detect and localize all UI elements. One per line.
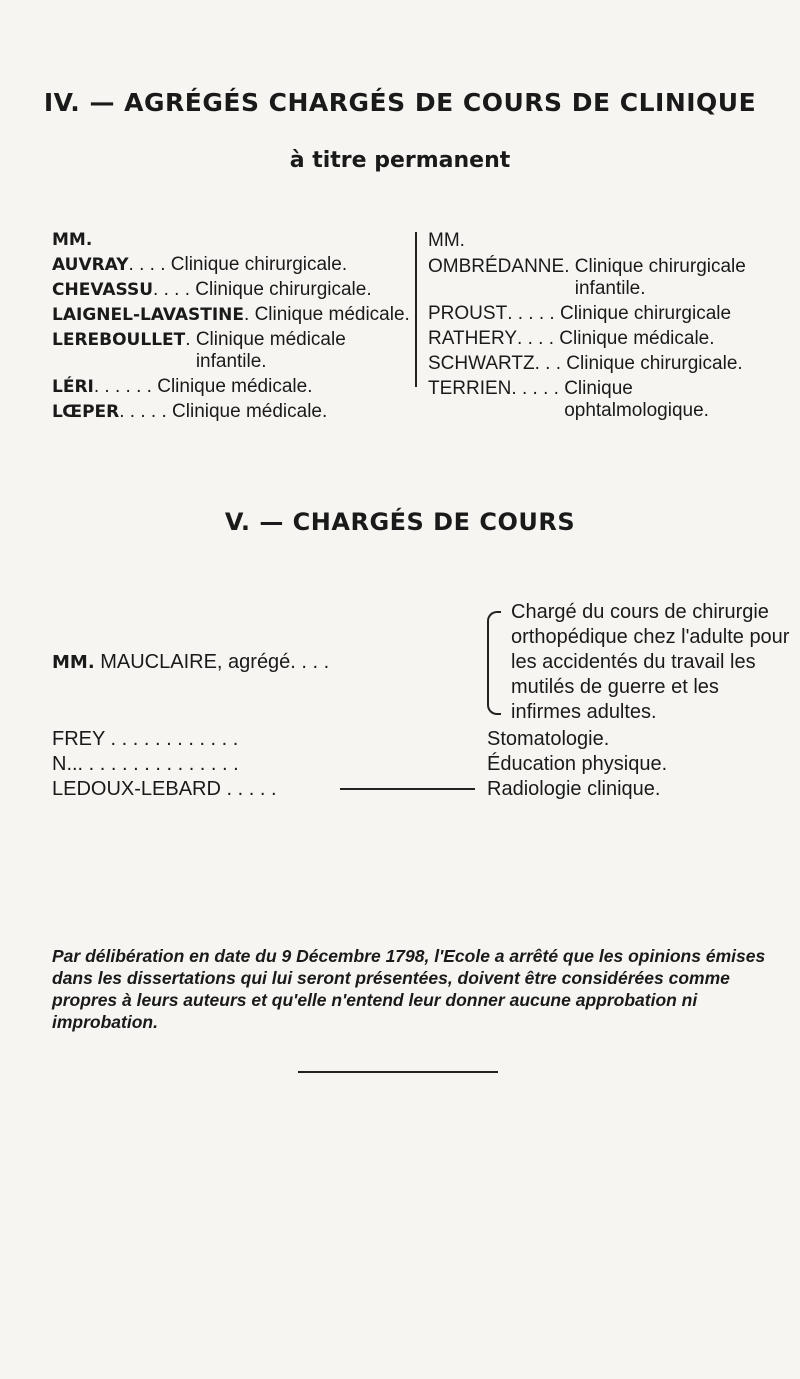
leader-dots: . . . . bbox=[128, 254, 171, 275]
list-item bbox=[428, 328, 778, 350]
list-item bbox=[52, 304, 412, 326]
divider-rule bbox=[340, 788, 475, 790]
member-name: LAIGNEL-LAVASTINE bbox=[52, 305, 244, 325]
member-role: Clinique médicale infantile. bbox=[195, 329, 346, 372]
member-role: Stomatologie. bbox=[487, 728, 610, 750]
member-role: Éducation physique. bbox=[487, 753, 668, 775]
list-item bbox=[52, 752, 792, 777]
list-item bbox=[52, 376, 412, 398]
right-column bbox=[428, 230, 778, 425]
member-name: MAUCLAIRE, agrégé. . . . bbox=[94, 651, 330, 673]
column-divider bbox=[415, 232, 417, 387]
left-column-header: MM. bbox=[52, 230, 93, 250]
leader-dots: . bbox=[564, 256, 575, 277]
list-item bbox=[428, 303, 778, 325]
member-role: Clinique chirurgicale bbox=[559, 303, 732, 324]
member-role: Clinique chirurgicale infantile. bbox=[574, 256, 746, 299]
list-item bbox=[52, 279, 412, 301]
member-name: TERRIEN bbox=[428, 378, 512, 399]
leader-dots: . bbox=[244, 304, 255, 325]
member-name: LEREBOULLET bbox=[52, 330, 186, 350]
left-column bbox=[52, 230, 412, 426]
leader-dots: . . . . . bbox=[511, 378, 565, 399]
list-item bbox=[428, 353, 778, 375]
member-name: LŒPER bbox=[52, 402, 120, 422]
list-item bbox=[428, 378, 778, 422]
leader-dots: . . . . . . bbox=[93, 376, 158, 397]
leader-dots: . . . . . bbox=[507, 303, 560, 324]
leader-dots: . . . . . bbox=[119, 401, 173, 422]
section-iv-title: IV. — AGRÉGÉS CHARGÉS DE COURS DE CLINIQUE bbox=[43, 88, 757, 117]
member-role: Clinique chirurgicale. bbox=[195, 279, 372, 300]
leader-dots: . bbox=[185, 329, 196, 350]
leader-dots: . . . bbox=[534, 353, 567, 374]
deliberation-note: Par délibération en date du 9 Décembre 1798, l'Ecole a arrêté que les opinions émises dans les dissertations qui lui seront présentées, doivent être considérées comme propres à leurs auteurs et qu'elle n'entend leur donner aucune approbation ni improbation. bbox=[52, 946, 766, 1032]
member-role: Clinique médicale. bbox=[254, 304, 410, 325]
right-column-header: MM. bbox=[428, 230, 465, 251]
member-name: PROUST bbox=[428, 303, 508, 324]
member-role: Clinique médicale. bbox=[172, 401, 328, 422]
brace bbox=[487, 611, 501, 715]
member-role: Clinique chirurgicale. bbox=[566, 353, 743, 374]
divider-rule bbox=[298, 1071, 498, 1073]
list-item bbox=[52, 254, 412, 276]
member-name: CHEVASSU bbox=[52, 280, 154, 300]
member-role: Clinique chirurgicale. bbox=[170, 254, 348, 275]
member-role: Clinique médicale. bbox=[157, 376, 313, 397]
list-item bbox=[52, 401, 412, 423]
list-item bbox=[52, 727, 792, 752]
leader-dots: . . . . bbox=[153, 279, 196, 300]
member-name: RATHERY bbox=[428, 328, 518, 349]
list-item bbox=[52, 329, 412, 373]
member-name: AUVRAY bbox=[52, 255, 129, 275]
member-role: Clinique médicale. bbox=[559, 328, 715, 349]
member-role: Clinique ophtalmologique. bbox=[564, 378, 709, 421]
member-role: Radiologie clinique. bbox=[487, 778, 661, 800]
section-iv-subtitle: à titre permanent bbox=[289, 148, 511, 173]
section-v-title: V. — CHARGÉS DE COURS bbox=[224, 508, 576, 536]
member-name: FREY . . . . . . . . . . . . bbox=[52, 728, 239, 750]
member-name: SCHWARTZ bbox=[428, 353, 535, 374]
member-name: OMBRÉDANNE bbox=[428, 256, 565, 277]
section-v-list bbox=[52, 600, 792, 802]
list-item bbox=[52, 600, 792, 725]
list-item bbox=[428, 256, 778, 300]
member-name: LEDOUX-LEBARD . . . . . bbox=[52, 778, 277, 800]
member-role: Chargé du cours de chirurgie orthopédique chez l'adulte pour les accidentés du travail les mutilés de guerre et les infirmes adultes. bbox=[511, 601, 790, 723]
member-name: LÉRI bbox=[52, 377, 94, 397]
leader-dots: . . . . bbox=[517, 328, 560, 349]
member-name: N... . . . . . . . . . . . . . . bbox=[52, 753, 239, 775]
mm-prefix: MM. bbox=[52, 652, 95, 673]
